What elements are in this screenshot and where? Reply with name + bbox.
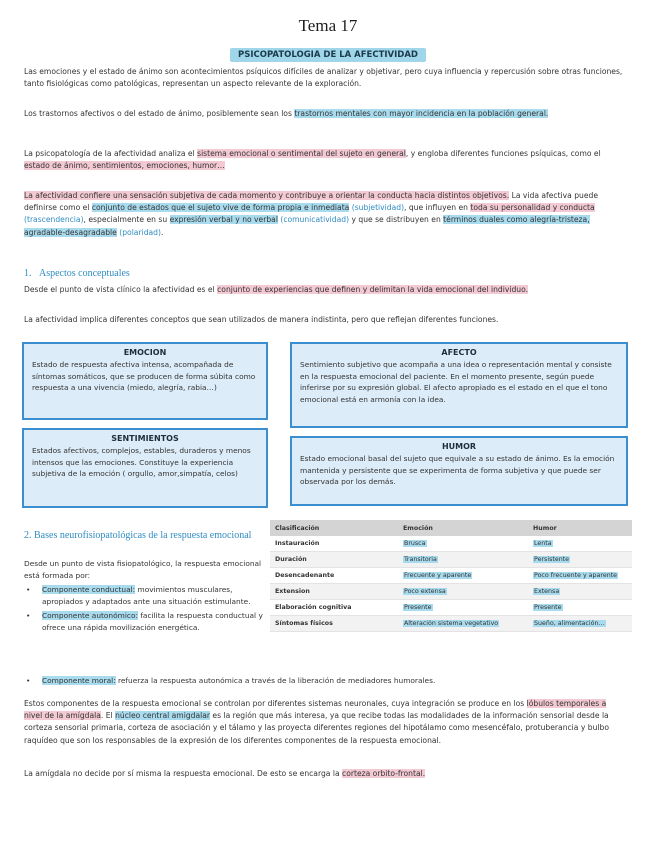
table-row bbox=[270, 536, 632, 552]
sentimientos-text: Estados afectivos, complejos, estables, duraderos y menos intensos que las emociones. Constituye la experiencia subjetiva de la emoción ( orgullo, amor,simpatía, celos) bbox=[32, 445, 251, 479]
table-cell-value: Presente bbox=[534, 604, 562, 611]
section2-list bbox=[24, 558, 264, 637]
afect-text-e: y que se distribuyen en bbox=[349, 215, 444, 225]
section2-intro: Desde un punto de vista fisiopatológico, la respuesta emocional está formada por: bbox=[24, 559, 262, 580]
psicopatologia-paragraph bbox=[24, 148, 624, 172]
bullet-icon: • bbox=[26, 611, 31, 621]
page-subtitle: PSICOPATOLOGIA DE LA AFECTIVIDAD bbox=[230, 48, 426, 62]
intro-paragraph: Las emociones y el estado de ánimo son acontecimientos psíquicos difíciles de analizar y objetivar, pero cuya influencia y repercusión sobre otras funciones, tanto fisiológicas como patológicas, representan un aspecto relevante de la exploración. bbox=[24, 67, 623, 89]
table-cell-value: Sueño, alimentación… bbox=[534, 620, 605, 627]
bullet-icon: • bbox=[26, 585, 31, 595]
table-cell bbox=[528, 536, 632, 552]
afect-text-b: , que influyen en bbox=[404, 203, 471, 213]
afecto-title: AFECTO bbox=[441, 348, 477, 357]
sentimientos-box bbox=[22, 428, 268, 508]
bullet-icon: • bbox=[26, 676, 31, 685]
section1-number: 1. bbox=[24, 268, 32, 279]
afect-highlight-5: términos duales como alegría-tristeza, agradable-desagradable bbox=[24, 215, 590, 237]
table-cell-value: Lenta bbox=[534, 540, 552, 547]
corteza-highlight: corteza orbito-frontal. bbox=[342, 769, 426, 778]
table-cell bbox=[528, 552, 632, 568]
humor-text: Estado emocional basal del sujeto que equivale a su estado de ánimo. Es la emoción mantenida y persistente que se experimenta de forma subjetiva y que puede ser observada por los demás. bbox=[300, 453, 615, 487]
table-cell bbox=[398, 616, 528, 632]
list-item-text: movimientos musculares, apropiados y adaptados ante una situación estimulante. bbox=[42, 585, 251, 606]
table-cell: Desencadenante bbox=[270, 568, 398, 584]
amigdala-highlight-2: núcleo central amigdalar bbox=[115, 711, 210, 721]
humor-title: HUMOR bbox=[441, 442, 477, 451]
table-cell bbox=[528, 568, 632, 584]
psico-text-b: , y engloba diferentes funciones psíquicas, como el bbox=[405, 149, 601, 158]
table-cell-value: Alteración sistema vegetativo bbox=[404, 620, 499, 627]
section1-heading bbox=[24, 268, 130, 279]
table-cell-value: Poco frecuente y aparente bbox=[534, 572, 618, 579]
psico-highlight-2: estado de ánimo, sentimientos, emociones, humor… bbox=[24, 161, 225, 171]
amigdala-text-c: es la región que más interesa, ya que recibe todas las modalidades de la información sensorial desde la corteza sensorial primaria, corteza de asociación y el tálamo y las proyecta diferentes regiones del hipotálamo como mesencéfalo, protuberancia y bulbo raquídeo que son los responsables de la expresión de los diferentes componentes de la respuesta emocional. bbox=[24, 711, 609, 745]
section1-paragraph-2: La afectividad implica diferentes conceptos que sean utilizados de manera indistinta, pero que reflejan diferentes funciones. bbox=[24, 315, 499, 324]
comparison-table bbox=[270, 520, 632, 632]
table-cell: Duración bbox=[270, 552, 398, 568]
list-item-highlight: Componente autonómico: bbox=[42, 611, 138, 621]
afect-note-comunicatividad: (comunicatividad) bbox=[280, 215, 350, 225]
list-item bbox=[24, 584, 264, 607]
section1-highlight: conjunto de experiencias que definen y delimitan la vida emocional del individuo. bbox=[217, 285, 529, 294]
table-cell: Extension bbox=[270, 584, 398, 600]
section2-heading: 2. Bases neurofisiopatológicas de la respuesta emocional bbox=[24, 530, 252, 541]
table-row bbox=[270, 600, 632, 616]
trastornos-text: Los trastornos afectivos o del estado de ánimo, posiblemente sean los bbox=[24, 109, 295, 118]
table-row bbox=[270, 616, 632, 632]
list-item-highlight: Componente moral: bbox=[42, 676, 116, 685]
table-cell bbox=[398, 552, 528, 568]
amigdala-paragraph bbox=[24, 698, 624, 747]
table-cell bbox=[398, 600, 528, 616]
table-header: Clasificación bbox=[270, 520, 398, 536]
afect-text-d: , especialmente en su bbox=[83, 215, 170, 225]
table-cell bbox=[528, 600, 632, 616]
sentimientos-title: SENTIMIENTOS bbox=[111, 434, 179, 443]
table-header: Emoción bbox=[398, 520, 528, 536]
table-cell-value: Persistente bbox=[534, 556, 570, 563]
afect-highlight-4: expresión verbal y no verbal bbox=[169, 215, 278, 225]
psico-text-a: La psicopatología de la afectividad analiza el bbox=[24, 149, 198, 158]
afectividad-paragraph bbox=[24, 190, 624, 239]
emocion-title: EMOCION bbox=[123, 348, 167, 357]
section1-title: Aspectos conceptuales bbox=[39, 268, 130, 279]
table-row bbox=[270, 568, 632, 584]
section2-list-last bbox=[24, 675, 634, 690]
table-cell-value: Frecuente y aparente bbox=[404, 572, 472, 579]
emocion-text: Estado de respuesta afectiva intensa, acompañada de síntomas somáticos, que se producen de forma súbita como respuesta a una vivencia (miedo, alegría, rabia…) bbox=[32, 359, 256, 393]
afecto-box bbox=[290, 342, 628, 428]
list-item bbox=[24, 675, 634, 687]
humor-box bbox=[290, 436, 628, 506]
list-item bbox=[24, 610, 264, 633]
table-cell-value: Transitoria bbox=[404, 556, 437, 563]
table-cell bbox=[398, 584, 528, 600]
table-cell bbox=[528, 584, 632, 600]
section1-paragraph bbox=[24, 284, 624, 296]
afecto-text: Sentimiento subjetivo que acompaña a una idea o representación mental y consiste en la respuesta emocional del paciente. En el momento presente, según puede inferirse por su expresión global. El afecto apropiado es el estado en el que el tono emocional está en armonía con la idea. bbox=[300, 359, 612, 405]
table-cell-value: Brusca bbox=[404, 540, 426, 547]
table-cell-value: Poco extensa bbox=[404, 588, 446, 595]
afect-note-subjetividad: (subjetividad) bbox=[351, 203, 405, 213]
list-item-text: refuerza la respuesta autonómica a través de la liberación de mediadores humorales. bbox=[115, 676, 436, 685]
list-item-highlight: Componente conductual: bbox=[42, 585, 136, 595]
section1-text: Desde el punto de vista clínico la afectividad es el bbox=[24, 285, 218, 294]
emocion-box bbox=[22, 342, 268, 420]
table-cell bbox=[528, 616, 632, 632]
trastornos-paragraph bbox=[24, 108, 624, 120]
trastornos-highlight: trastornos mentales con mayor incidencia en la población general. bbox=[294, 109, 549, 118]
table-header-row bbox=[270, 520, 632, 536]
afect-text-f: . bbox=[160, 227, 164, 237]
subtitle-wrap bbox=[0, 42, 656, 62]
afect-text-a: La vida afectiva puede definirse como el bbox=[24, 191, 599, 213]
table-cell bbox=[398, 568, 528, 584]
afect-highlight-1: La afectividad confiere una sensación subjetiva de cada momento y contribuye a orientar la conducta hacia distintos objetivos. bbox=[24, 191, 510, 200]
table-cell-value: Extensa bbox=[534, 588, 560, 595]
table-cell-value: Presente bbox=[404, 604, 432, 611]
table-cell: Elaboración cognitiva bbox=[270, 600, 398, 616]
corteza-paragraph bbox=[24, 768, 624, 780]
amigdala-text-b: . El bbox=[100, 711, 116, 721]
amigdala-highlight-1: lóbulos temporales a nivel de la amígdala bbox=[24, 699, 607, 721]
list-item-text: facilita la respuesta conductual y ofrece una rápida movilización energética. bbox=[42, 611, 263, 632]
corteza-text: La amígdala no decide por sí misma la respuesta emocional. De esto se encarga la bbox=[24, 769, 343, 778]
afect-note-trascendencia: (trascendencia) bbox=[24, 215, 84, 225]
table-row bbox=[270, 584, 632, 600]
afect-highlight-2: conjunto de estados que el sujeto vive de forma propia e inmediata bbox=[91, 203, 350, 213]
table-row bbox=[270, 552, 632, 568]
page-title: Tema 17 bbox=[298, 16, 358, 35]
psico-highlight-1: sistema emocional o sentimental del sujeto en general bbox=[197, 149, 406, 158]
table-cell: Síntomas físicos bbox=[270, 616, 398, 632]
amigdala-text-a: Estos componentes de la respuesta emocional se controlan por diferentes sistemas neuronales, cuya integración se produce en los bbox=[24, 699, 527, 708]
table-header: Humor bbox=[528, 520, 632, 536]
afect-highlight-3: toda su personalidad y conducta bbox=[470, 203, 595, 213]
afect-note-polaridad: (polaridad) bbox=[119, 227, 161, 237]
table-cell: Instauración bbox=[270, 536, 398, 552]
table-cell bbox=[398, 536, 528, 552]
